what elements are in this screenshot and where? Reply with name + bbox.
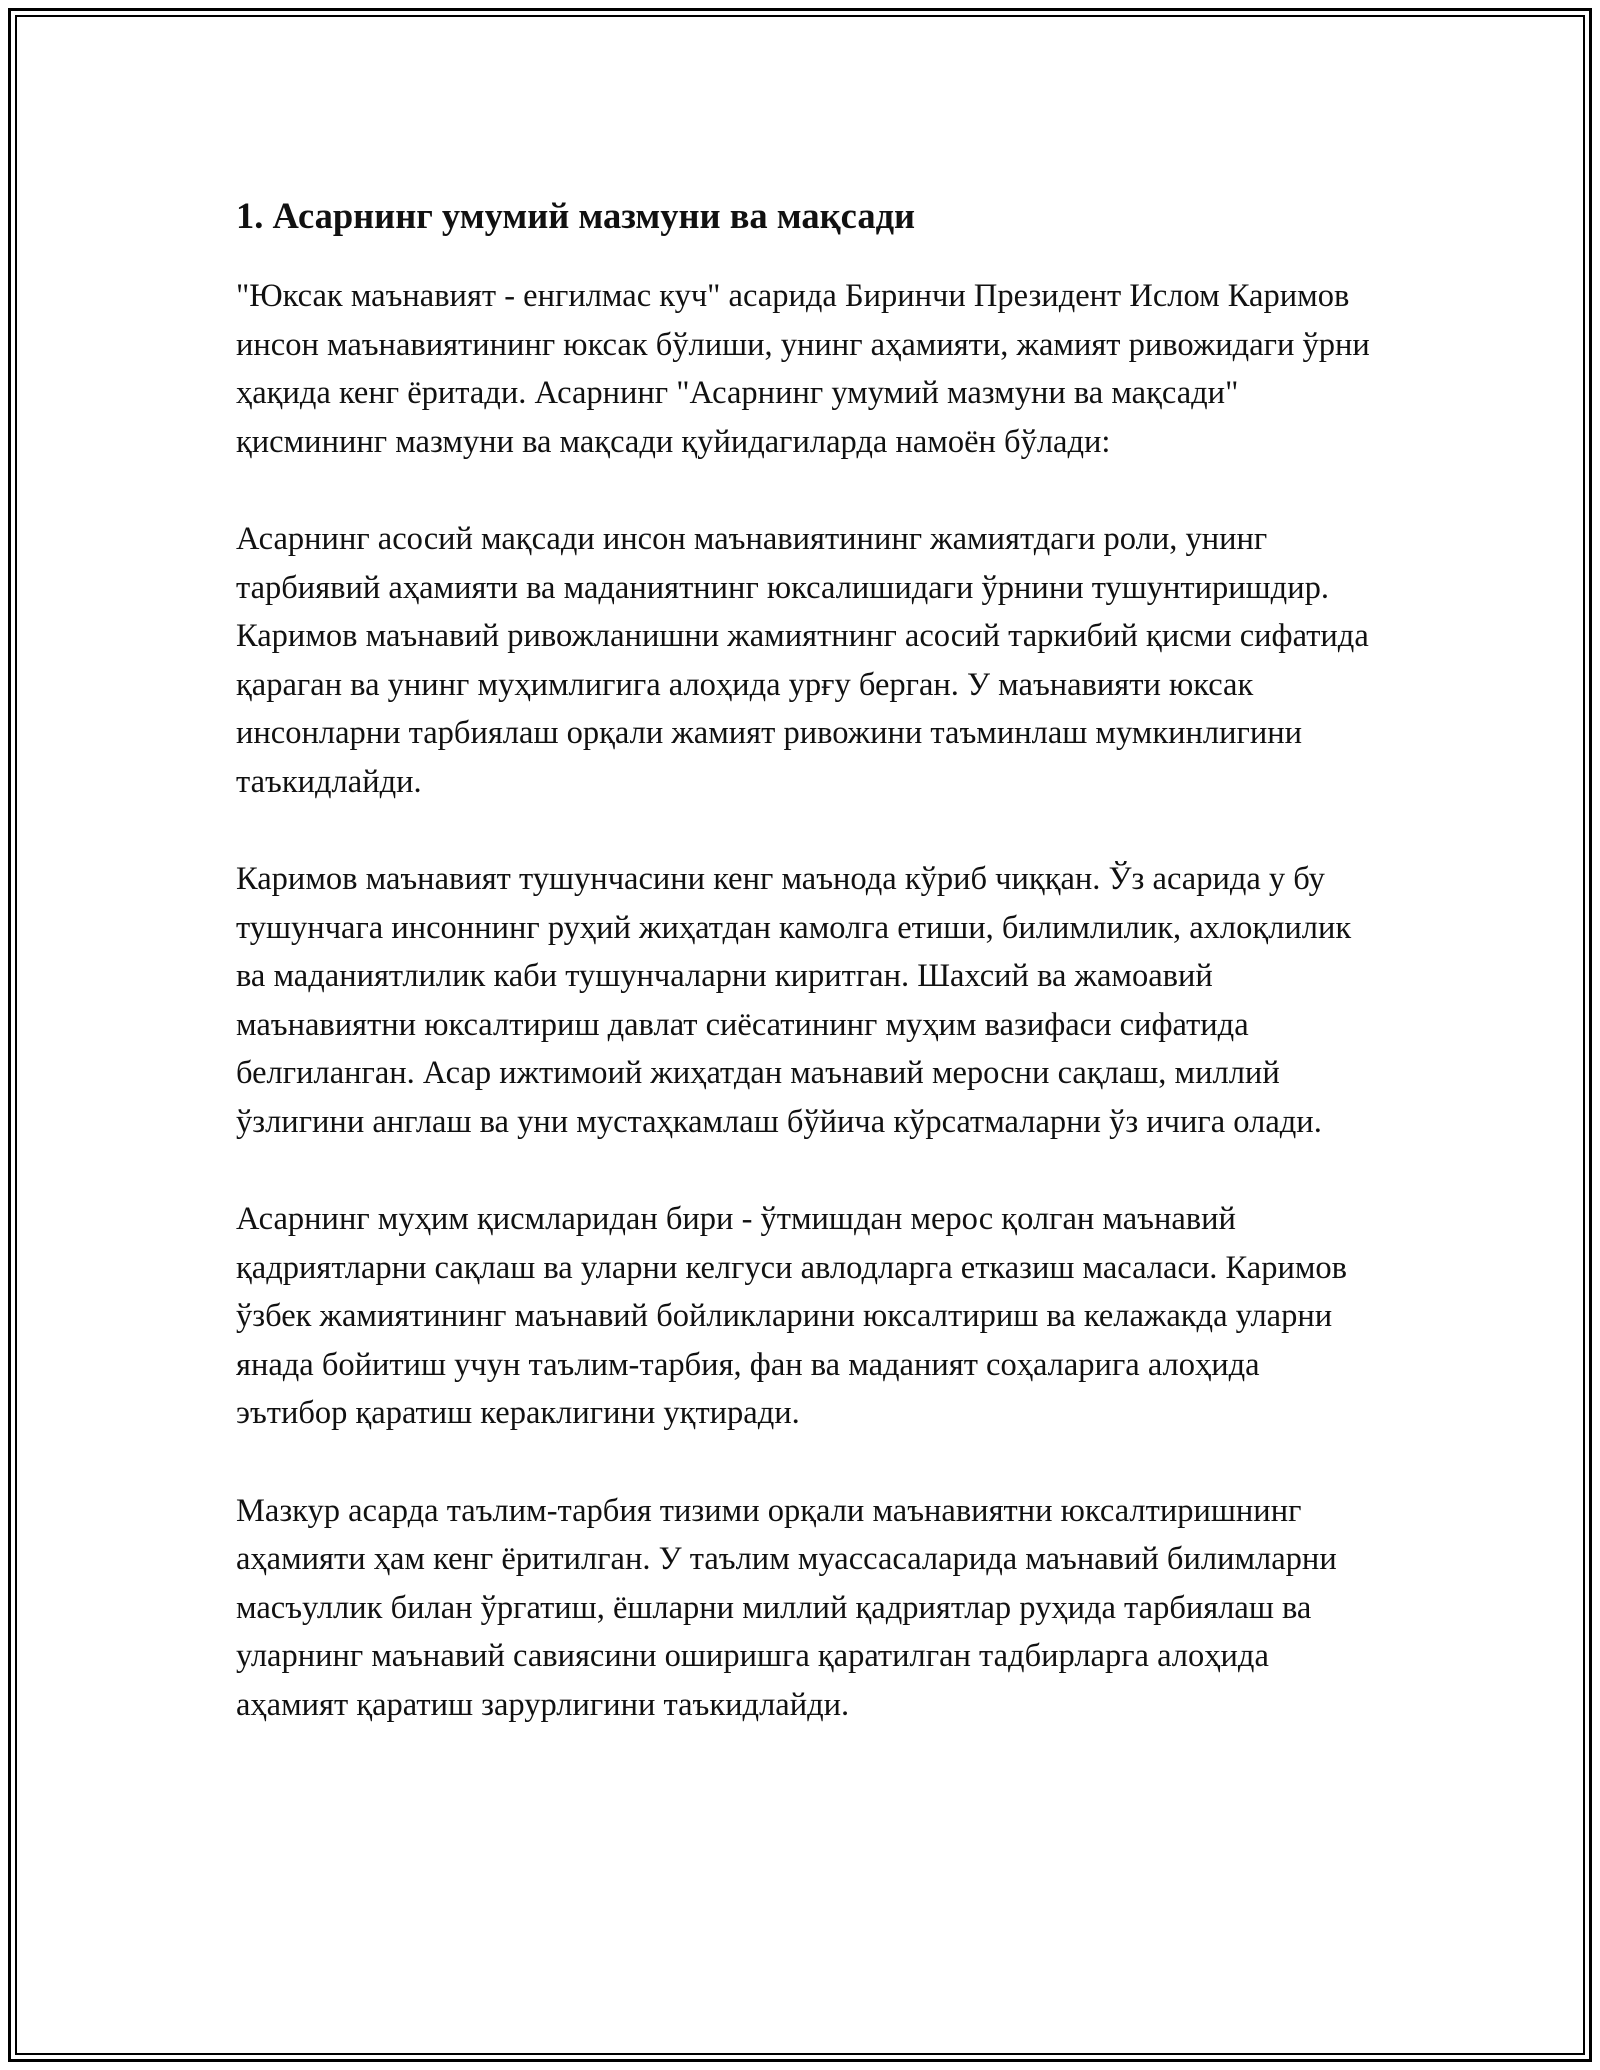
paragraph-heritage: Асарнинг муҳим қисмларидан бири - ўтмишдан мерос қолган маънавий қадриятларни сақлаш ва уларни келгуси авлодларга етказиш масаласи. Каримов ўзбек жамиятининг маънавий бойликларини юксалтириш ва келажакда уларни янада бойитиш учун таълим-тарбия, фан ва маданият соҳаларига алоҳида эътибор қаратиш кераклигини уқтиради. — [236, 1201, 1348, 1431]
paragraph-education: Мазкур асарда таълим-тарбия тизими орқали маънавиятни юксалтиришнинг аҳамияти ҳам кенг ёритилган. У таълим муассасаларида маънавий билимларни масъуллик билан ўргатиш, ёшларни миллий қадриятлар руҳида тарбиялаш ва уларнинг маънавий савиясини оширишга қаратилган тадбирларга алоҳида аҳамият қаратиш зарурлигини таъкидлайди. — [236, 1492, 1337, 1723]
section-heading: 1. Асарнинг умумий мазмуни ва мақсади — [236, 195, 916, 236]
paragraph-intro: "Юксак маънавият - енгилмас куч" асарида Биринчи Президент Ислом Каримов инсон маънавиятининг юксак бўлиши, унинг аҳамияти, жамият ривожидаги ўрни ҳақида кенг ёритади. Асарнинг "Асарнинг умумий мазмуни ва мақсади" қисмининг мазмуни ва мақсади қуйидагиларда намоён бўлади: — [236, 278, 1370, 460]
paragraph-main-goal: Асарнинг асосий мақсади инсон маънавиятининг жамиятдаги роли, унинг тарбиявий аҳамияти ва маданиятнинг юксалишидаги ўрнини тушунтиришдир. Каримов маънавий ривожланишни жамиятнинг асосий таркибий қисми сифатида қараган ва унинг муҳимлигига алоҳида урғу берган. У маънавияти юксак инсонларни тарбиялаш орқали жамият ривожини таъминлаш мумкинлигини таъкидлайди. — [236, 521, 1369, 800]
document-body — [236, 188, 1376, 1778]
paragraph-spirituality-concept: Каримов маънавият тушунчасини кенг маънода кўриб чиққан. Ўз асарида у бу тушунчага инсоннинг руҳий жиҳатдан камолга етиши, билимлилик, ахлоқлилик ва маданиятлилик каби тушунчаларни киритган. Шахсий ва жамоавий маънавиятни юксалтириш давлат сиёсатининг муҳим вазифаси сифатида белгиланган. Асар ижтимоий жиҳатдан маънавий меросни сақлаш, миллий ўзлигини англаш ва уни мустаҳкамлаш бўйича кўрсатмаларни ўз ичига олади. — [236, 861, 1352, 1140]
